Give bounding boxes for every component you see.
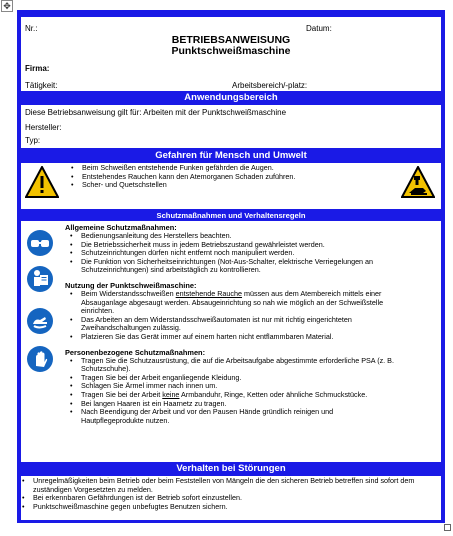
page-subtitle: Punktschweißmaschine xyxy=(171,45,291,57)
wash-hands-icon xyxy=(27,308,53,334)
nutzung-list xyxy=(65,290,395,342)
operating-instruction-sheet xyxy=(17,10,445,523)
list-item: • Platzieren Sie das Gerät immer auf einem harten nicht entflammbaren Material. xyxy=(65,333,395,342)
underlined-text: keine xyxy=(162,389,180,399)
list-item: • Die Funktion von Sicherheitseinrichtungen (Not-Aus-Schalter, elektrische Verriegelungen an Schutzeinrichtungen) sind arbeitstäglich zu kontrollieren. xyxy=(65,258,395,275)
list-item: • Beim Widerstandsschweißen entstehende Rauche müssen aus dem Atembereich mittels einer Absauganlage abgesaugt werden. Absaugeinrichtung so nah wie möglich an der Schweißstelle einrichten. xyxy=(65,290,395,316)
header-box xyxy=(21,17,441,91)
list-item: • Das Arbeiten an dem Widerstandsschweißautomaten ist nur mit richtig eingerichteten Zweihandschaltungen zulässig. xyxy=(65,316,395,333)
list-item: • Punktschweißmaschine gegen unbefugtes Benutzen sichern. xyxy=(17,503,437,512)
list-item: • Beim Schweißen entstehende Funken gefährden die Augen. xyxy=(66,164,356,173)
arbeitsbereich-label: Arbeitsbereich/-platz: xyxy=(232,81,308,90)
hand-crush-warning-icon xyxy=(401,166,435,198)
page-title: BETRIEBSANWEISUNG xyxy=(171,34,291,46)
gefahren-heading: Gefahren für Mensch und Umwelt xyxy=(155,150,307,161)
stoerungen-list xyxy=(17,477,437,511)
stoerungen-heading: Verhalten bei Störungen xyxy=(176,463,286,474)
table-resize-handle-icon[interactable] xyxy=(444,524,451,531)
schutz-content xyxy=(65,222,395,425)
firma-label: Firma: xyxy=(25,64,50,73)
list-item: • Tragen Sie bei der Arbeit enganliegende Kleidung. xyxy=(65,374,395,383)
nr-label: Nr.: xyxy=(25,24,38,33)
eye-protection-icon xyxy=(27,230,53,256)
hersteller-label: Hersteller: xyxy=(25,123,62,132)
list-item: • Unregelmäßigkeiten beim Betrieb oder beim Feststellen von Mängeln die den sicheren Betrieb betreffen sind sofort dem zuständigen Vorgesetzten zu melden. xyxy=(17,477,437,494)
list-item: • Die Betriebssicherheit muss in jedem Betriebszustand gewährleistet werden. xyxy=(65,241,395,250)
typ-label: Typ: xyxy=(25,136,41,145)
anwendungsbereich-heading: Anwendungsbereich xyxy=(184,92,278,103)
list-item: • Bei erkennbaren Gefährdungen ist der Betrieb sofort einzustellen. xyxy=(17,494,437,503)
allgemein-list xyxy=(65,232,395,275)
list-item: • Tragen Sie die Schutzausrüstung, die auf die Arbeitsaufgabe abgestimmte erforderliche PSA (z. B. Schutzschuhe). xyxy=(65,357,395,374)
schutz-heading: Schutzmaßnahmen und Verhaltensregeln xyxy=(156,211,306,220)
warning-triangle-icon xyxy=(25,166,59,198)
stoerungen-box xyxy=(21,476,441,520)
allgemein-heading: Allgemeine Schutzmaßnahmen: xyxy=(65,223,177,232)
table-move-handle-icon[interactable]: ✥ xyxy=(1,0,13,12)
list-item: • Nach Beendigung der Arbeit und vor den Pausen Hände gründlich reinigen und Hautpflegeprodukte nutzen. xyxy=(65,408,395,425)
gefahren-box xyxy=(21,163,441,209)
anwendungsbereich-box xyxy=(21,105,441,148)
list-item: • Tragen Sie bei der Arbeit keine Armbanduhr, Ringe, Ketten oder ähnliche Schmuckstücke. xyxy=(65,391,395,400)
list-item: • Entstehendes Rauchen kann den Atemorganen Schaden zuführen. xyxy=(66,173,356,182)
list-item: • Scher- und Quetschstellen xyxy=(66,181,356,190)
anwendungsbereich-text: Diese Betriebsanweisung gilt für: Arbeiten mit der Punktschweißmaschine xyxy=(25,108,287,117)
person-list xyxy=(65,357,395,426)
nutzung-heading: Nutzung der Punktschweißmaschine: xyxy=(65,280,197,290)
protective-gloves-icon xyxy=(27,346,53,372)
taetigkeit-label: Tätigkeit: xyxy=(25,81,58,90)
underlined-text: entstehende Rauche xyxy=(175,288,243,298)
list-item: • Schlagen Sie Ärmel immer nach innen um. xyxy=(65,382,395,391)
gefahren-list xyxy=(66,164,356,190)
list-item: • Bei langen Haaren ist ein Haarnetz zu tragen. xyxy=(65,400,395,409)
list-item: • Schutzeinrichtungen dürfen nicht entfernt noch manipuliert werden. xyxy=(65,249,395,258)
schutz-box xyxy=(21,221,441,462)
read-manual-icon xyxy=(27,266,53,292)
datum-label: Datum: xyxy=(306,24,332,33)
list-item: • Bedienungsanleitung des Herstellers beachten. xyxy=(65,232,395,241)
person-heading: Personenbezogene Schutzmaßnahmen: xyxy=(65,347,206,357)
